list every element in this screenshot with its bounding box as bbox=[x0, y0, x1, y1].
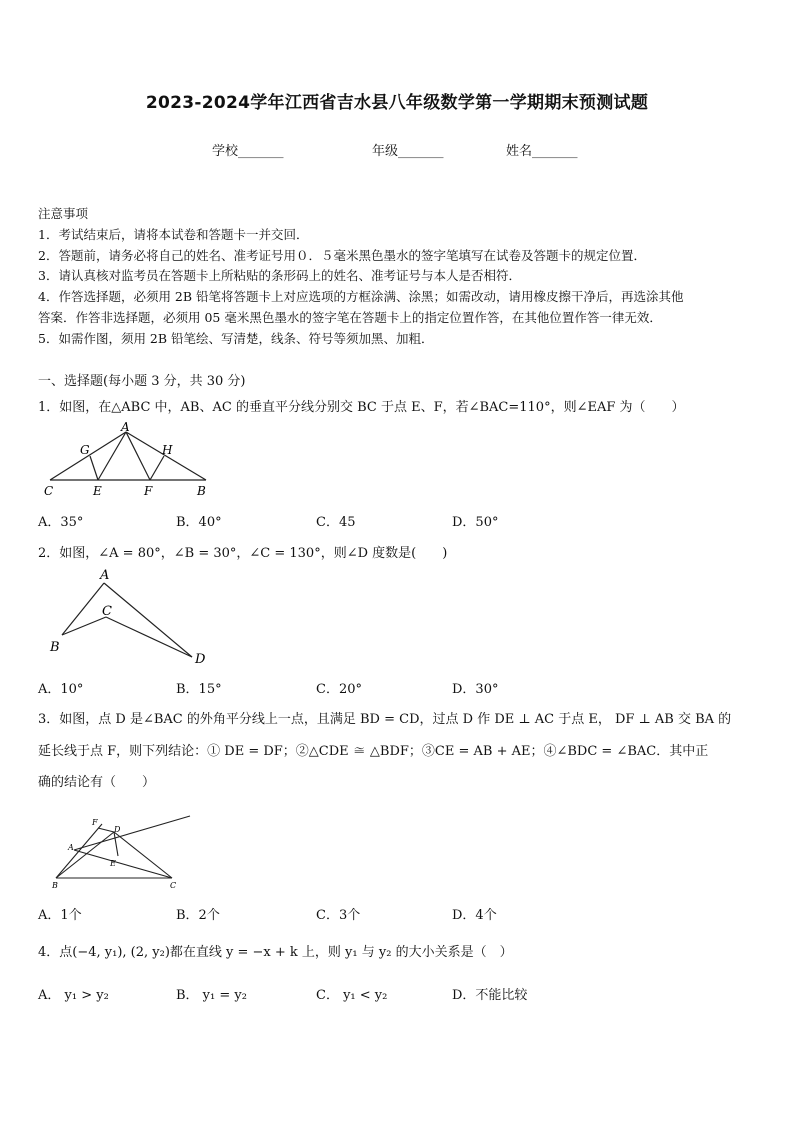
figure-label: B bbox=[52, 881, 58, 890]
notice-heading: 注意事项 bbox=[38, 206, 89, 221]
notice-item: 2．答题前，请务必将自己的姓名、准考证号用０．５毫米黑色墨水的签字笔填写在试卷及答题卡的规定位置． bbox=[38, 248, 646, 263]
option-b: B． y₁ = y₂ bbox=[176, 988, 247, 1003]
option-c: C．3个 bbox=[316, 908, 361, 923]
option-c: C．45 bbox=[316, 515, 356, 530]
figure-label: C bbox=[44, 484, 54, 498]
figure-label: C bbox=[102, 604, 112, 619]
question-stem: 延长线于点 F，则下列结论：① DE = DF；②△CDE ≅ △BDF；③CE = AB + AE；④∠BDC = ∠BAC．其中正 bbox=[38, 744, 709, 759]
figure-label: E bbox=[93, 484, 102, 498]
figure-label: B bbox=[50, 640, 60, 655]
option-d: D．4个 bbox=[452, 908, 497, 923]
figure-label: A bbox=[121, 420, 130, 434]
notice-item: 答案．作答非选择题，必须用 05 毫米黑色墨水的签字笔在答题卡上的指定位置作答，在其他位置作答一律无效． bbox=[38, 310, 662, 325]
q2-quadrilateral-figure bbox=[44, 565, 224, 669]
notice-item: 5．如需作图，须用 2B 铅笔绘、写清楚，线条、符号等须加黑、加粗． bbox=[38, 331, 434, 346]
figure-label: B bbox=[197, 484, 206, 498]
option-a: A． y₁ > y₂ bbox=[38, 988, 109, 1003]
question-stem: 3．如图，点 D 是∠BAC 的外角平分线上一点，且满足 BD = CD，过点 D 作 DE ⊥ AC 于点 E， DF ⊥ AB 交 BA 的 bbox=[38, 712, 732, 727]
grade-field: 年级_______ bbox=[372, 144, 444, 159]
section-heading: 一、选择题(每小题 3 分，共 30 分) bbox=[38, 374, 246, 389]
q3-angle-bisector-figure bbox=[44, 810, 194, 890]
question-stem: 4．点(−4, y₁), (2, y₂)都在直线 y = −x + k 上，则 y₁ 与 y₂ 的大小关系是（ ） bbox=[38, 945, 513, 960]
notice-item: 3．请认真核对监考员在答题卡上所粘贴的条形码上的姓名、准考证号与本人是否相符． bbox=[38, 268, 521, 283]
question-stem: 确的结论有（ ） bbox=[38, 775, 156, 790]
option-d: D．50° bbox=[452, 515, 499, 530]
figure-label: E bbox=[110, 859, 116, 868]
question-stem: 2．如图，∠A = 80°，∠B = 30°，∠C = 130°，则∠D 度数是( ) bbox=[38, 546, 448, 561]
figure-label: F bbox=[92, 818, 98, 827]
option-b: B．40° bbox=[176, 515, 222, 530]
option-c: C． y₁ < y₂ bbox=[316, 988, 388, 1003]
figure-label: H bbox=[162, 443, 173, 457]
option-b: B．2个 bbox=[176, 908, 220, 923]
school-field: 学校_______ bbox=[212, 144, 284, 159]
option-a: A．35° bbox=[38, 515, 84, 530]
option-d: D．不能比较 bbox=[452, 988, 528, 1003]
figure-label: C bbox=[170, 881, 177, 890]
notice-item: 1．考试结束后，请将本试卷和答题卡一并交回． bbox=[38, 227, 309, 242]
option-a: A．10° bbox=[38, 682, 84, 697]
q1-triangle-figure bbox=[40, 418, 220, 500]
option-b: B．15° bbox=[176, 682, 222, 697]
figure-label: D bbox=[195, 652, 206, 667]
option-c: C．20° bbox=[316, 682, 362, 697]
figure-label: F bbox=[144, 484, 153, 498]
figure-label: D bbox=[114, 825, 121, 834]
option-a: A．1个 bbox=[38, 908, 82, 923]
figure-label: G bbox=[80, 443, 90, 457]
figure-label: A bbox=[68, 843, 74, 852]
option-d: D．30° bbox=[452, 682, 499, 697]
document-title: 2023-2024学年江西省吉水县八年级数学第一学期期末预测试题 bbox=[145, 93, 649, 113]
name-field: 姓名_______ bbox=[506, 144, 578, 159]
figure-label: A bbox=[100, 568, 110, 583]
question-stem: 1．如图，在△ABC 中，AB、AC 的垂直平分线分别交 BC 于点 E、F，若∠BAC=110°，则∠EAF 为（ ） bbox=[38, 400, 685, 415]
notice-item: 4．作答选择题，必须用 2B 铅笔将答题卡上对应选项的方框涂满、涂黑；如需改动，请用橡皮擦干净后，再选涂其他 bbox=[38, 289, 684, 304]
